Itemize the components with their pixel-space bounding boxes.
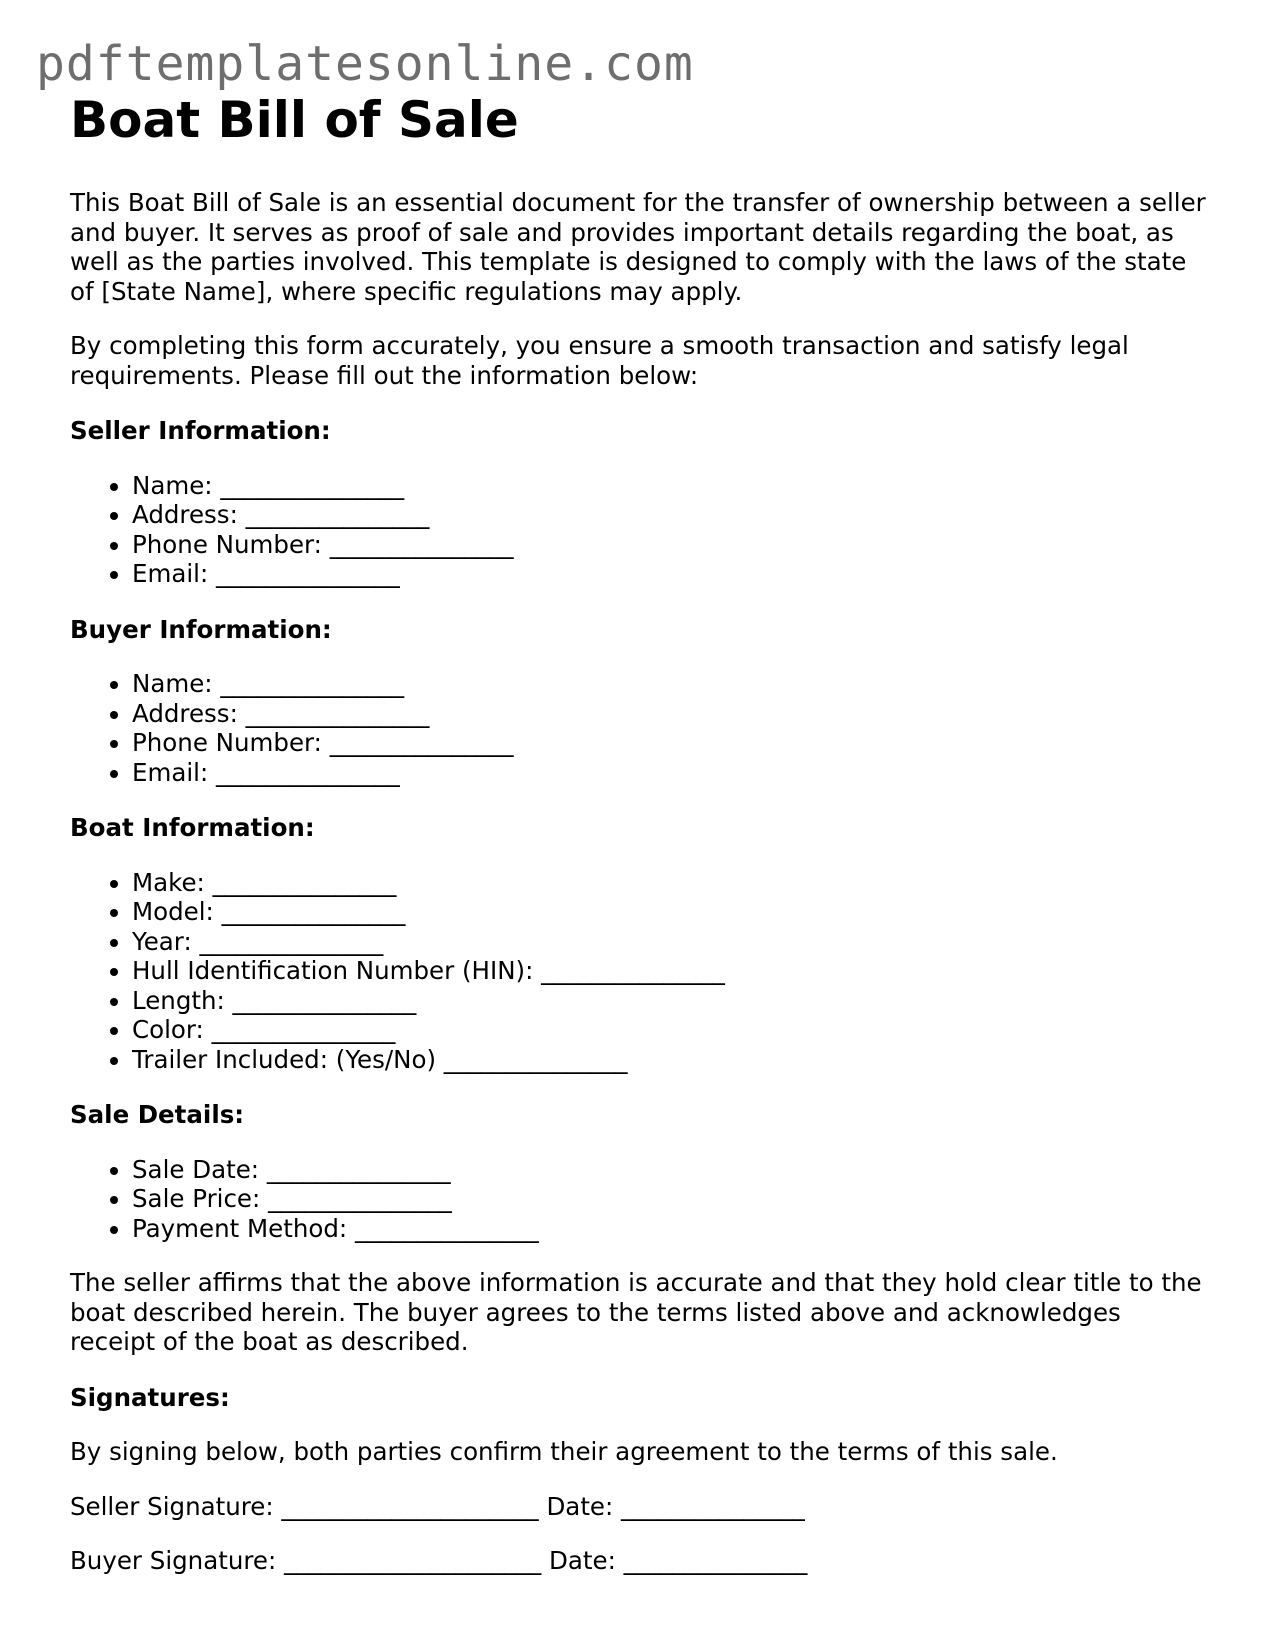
buyer-section-heading: Buyer Information: xyxy=(70,614,332,644)
seller-email-field: • Email: _______________ xyxy=(132,559,1210,589)
buyer-name-field: • Name: _______________ xyxy=(132,669,1210,699)
boat-hin-field: • Hull Identification Number (HIN): _______________ xyxy=(132,956,1210,986)
buyer-address-field: • Address: _______________ xyxy=(132,699,1210,729)
signatures-section-heading: Signatures: xyxy=(70,1382,230,1412)
seller-fields-list xyxy=(70,471,1210,589)
boat-length-field: • Length: _______________ xyxy=(132,986,1210,1016)
sale-date-field: • Sale Date: _______________ xyxy=(132,1155,1210,1185)
seller-signature-line: Seller Signature: _____________________ Date: _______________ xyxy=(70,1491,805,1521)
buyer-phone-field: • Phone Number: _______________ xyxy=(132,728,1210,758)
boat-year-field: • Year: _______________ xyxy=(132,927,1210,957)
payment-method-field: • Payment Method: _______________ xyxy=(132,1214,1210,1244)
intro-paragraph-1: This Boat Bill of Sale is an essential document for the transfer of ownership between a seller and buyer. It serves as proof of sale and provides important details regarding the boat, as well as the parties involved. This template is designed to comply with the laws of the state of [State Name], where specific regulations may apply. xyxy=(70,188,1206,306)
affirmation-paragraph: The seller affirms that the above information is accurate and that they hold clear title to the boat described herein. The buyer agrees to the terms listed above and acknowledges receipt of the boat as described. xyxy=(70,1268,1202,1356)
sale-price-field: • Sale Price: _______________ xyxy=(132,1184,1210,1214)
buyer-email-field: • Email: _______________ xyxy=(132,758,1210,788)
boat-fields-list xyxy=(70,868,1210,1075)
buyer-signature-line: Buyer Signature: _____________________ Date: _______________ xyxy=(70,1546,808,1575)
sale-section-heading: Sale Details: xyxy=(70,1100,245,1129)
seller-name-field: • Name: _______________ xyxy=(132,471,1210,501)
intro-paragraph-2: By completing this form accurately, you ensure a smooth transaction and satisfy legal requirements. Please fill out the information below: xyxy=(70,331,1129,390)
boat-trailer-field: • Trailer Included: (Yes/No) _______________ xyxy=(132,1045,1210,1075)
sale-fields-list xyxy=(70,1155,1210,1244)
seller-phone-field: • Phone Number: _______________ xyxy=(132,530,1210,560)
boat-model-field: • Model: _______________ xyxy=(132,897,1210,927)
document-title: Boat Bill of Sale xyxy=(70,91,519,149)
boat-color-field: • Color: _______________ xyxy=(132,1015,1210,1045)
seller-section-heading: Seller Information: xyxy=(70,416,331,445)
seller-address-field: • Address: _______________ xyxy=(132,500,1210,530)
buyer-fields-list xyxy=(70,669,1210,787)
document-page xyxy=(70,90,1210,1576)
signatures-statement: By signing below, both parties confirm their agreement to the terms of this sale. xyxy=(70,1437,1058,1466)
watermark: pdftemplatesonline.com xyxy=(36,36,694,92)
boat-make-field: • Make: _______________ xyxy=(132,868,1210,898)
boat-section-heading: Boat Information: xyxy=(70,813,315,842)
